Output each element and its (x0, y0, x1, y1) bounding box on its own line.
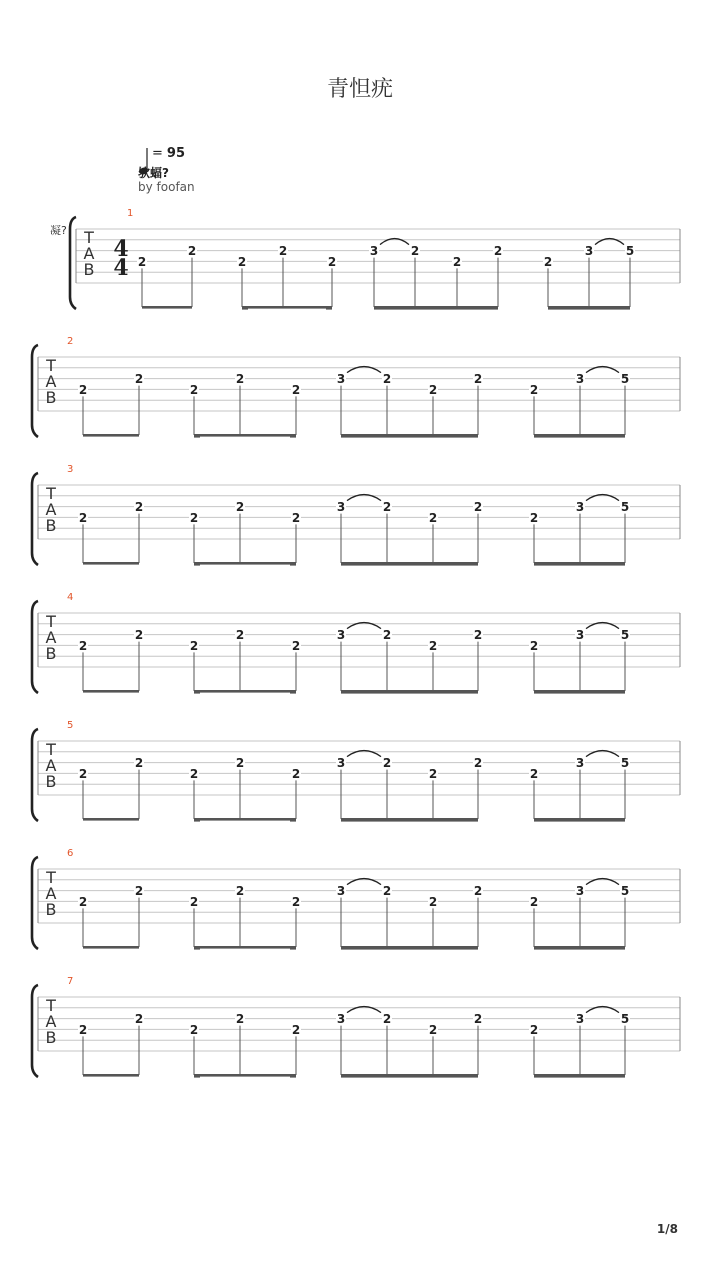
tab-clef-letter: B (83, 260, 95, 279)
beam-secondary (534, 1075, 625, 1078)
fret-number: 2 (473, 628, 483, 643)
beam-stub (194, 947, 200, 950)
fret-number: 3 (336, 500, 346, 515)
fret-number: 2 (78, 382, 88, 397)
tab-clef-letter: B (45, 772, 57, 791)
fret-number: 2 (78, 638, 88, 653)
fret-number: 2 (137, 254, 147, 269)
tab-clef-letter: T (46, 996, 56, 1015)
fret-number: 2 (78, 510, 88, 525)
fret-number: 2 (189, 510, 199, 525)
beam-secondary (341, 947, 478, 950)
beam-primary (83, 690, 139, 693)
fret-number: 2 (428, 638, 438, 653)
fret-number: 3 (336, 372, 346, 387)
system-bracket (32, 601, 38, 693)
beam-secondary (374, 307, 498, 310)
fret-number: 2 (291, 510, 301, 525)
tab-system (32, 336, 680, 438)
tab-clef-letter: A (45, 884, 57, 903)
beam-secondary (341, 435, 478, 438)
fret-number: 2 (278, 244, 288, 259)
beam-stub (194, 435, 200, 438)
fret-number: 2 (473, 756, 483, 771)
measure-number: 1 (127, 208, 134, 219)
fret-number: 2 (134, 756, 144, 771)
measure-number: 6 (67, 848, 74, 859)
tab-clef-letter: T (46, 356, 56, 375)
measure-number: 3 (67, 464, 74, 475)
fret-number: 2 (473, 1012, 483, 1027)
fret-number: 2 (473, 500, 483, 515)
fret-number: 2 (78, 1022, 88, 1037)
beam-primary (194, 690, 296, 693)
tab-clef-letter: T (84, 228, 94, 247)
fret-number: 2 (382, 500, 392, 515)
fret-number: 2 (493, 244, 503, 259)
beam-secondary (534, 691, 625, 694)
fret-number: 2 (189, 1022, 199, 1037)
beam-stub (242, 307, 248, 310)
measure-number: 5 (67, 720, 74, 731)
beam-primary (242, 306, 332, 309)
tab-clef-letter: A (83, 244, 95, 263)
fret-number: 5 (620, 756, 630, 771)
fret-number: 2 (529, 510, 539, 525)
fret-number: 5 (620, 628, 630, 643)
fret-number: 5 (620, 1012, 630, 1027)
track-name: 凝? (50, 224, 67, 237)
beam-stub (194, 563, 200, 566)
fret-number: 2 (529, 638, 539, 653)
measure-number: 4 (67, 592, 74, 603)
tempo-value: 95 (166, 146, 185, 161)
fret-number: 5 (625, 244, 635, 259)
fret-number: 2 (235, 500, 245, 515)
fret-number: 3 (369, 244, 379, 259)
beam-primary (142, 306, 192, 309)
fret-number: 3 (575, 1012, 585, 1027)
fret-number: 2 (473, 372, 483, 387)
beam-secondary (534, 563, 625, 566)
fret-number: 2 (529, 1022, 539, 1037)
fret-number: 3 (575, 628, 585, 643)
tempo-equals: = (152, 146, 163, 161)
fret-number: 2 (382, 756, 392, 771)
fret-number: 3 (584, 244, 594, 259)
tab-clef-letter: T (46, 484, 56, 503)
fret-number: 2 (237, 254, 247, 269)
tab-clef-letter: T (46, 612, 56, 631)
fret-number: 3 (336, 628, 346, 643)
fret-number: 2 (134, 372, 144, 387)
beam-primary (83, 946, 139, 949)
fret-number: 2 (235, 628, 245, 643)
fret-number: 3 (336, 756, 346, 771)
beam-primary (83, 818, 139, 821)
beam-stub (290, 947, 296, 950)
fret-number: 3 (336, 1012, 346, 1027)
beam-stub (194, 691, 200, 694)
beam-stub (194, 819, 200, 822)
tab-clef-letter: A (45, 628, 57, 647)
system-bracket (32, 345, 38, 437)
fret-number: 3 (575, 372, 585, 387)
fret-number: 2 (189, 638, 199, 653)
tab-system (32, 464, 680, 566)
tab-system (32, 976, 680, 1078)
tab-system (70, 208, 680, 310)
fret-number: 2 (235, 756, 245, 771)
page-number: 1/8 (656, 1222, 678, 1236)
fret-number: 3 (575, 884, 585, 899)
tab-clef-letter: B (45, 900, 57, 919)
beam-secondary (534, 819, 625, 822)
beam-stub (290, 435, 296, 438)
fret-number: 2 (428, 766, 438, 781)
fret-number: 2 (291, 382, 301, 397)
beam-primary (194, 562, 296, 565)
beam-primary (83, 1074, 139, 1077)
beam-secondary (341, 563, 478, 566)
fret-number: 2 (382, 372, 392, 387)
fret-number: 2 (134, 1012, 144, 1027)
system-bracket (32, 985, 38, 1077)
tab-clef-letter: T (46, 868, 56, 887)
tab-clef-letter: B (45, 1028, 57, 1047)
fret-number: 2 (428, 894, 438, 909)
fret-number: 2 (189, 894, 199, 909)
fret-number: 2 (291, 894, 301, 909)
tab-clef-letter: A (45, 1012, 57, 1031)
beam-secondary (341, 691, 478, 694)
page-title: 青怛疣 (326, 77, 393, 102)
fret-number: 3 (336, 884, 346, 899)
fret-number: 2 (428, 1022, 438, 1037)
tab-system (32, 592, 680, 694)
beam-primary (194, 1074, 296, 1077)
time-signature-top: 4 (113, 236, 129, 262)
beam-primary (83, 434, 139, 437)
beam-secondary (548, 307, 630, 310)
fret-number: 2 (78, 894, 88, 909)
time-signature-bottom: 4 (113, 255, 129, 281)
tab-clef-letter: A (45, 756, 57, 775)
fret-number: 2 (291, 638, 301, 653)
fret-number: 3 (575, 500, 585, 515)
beam-stub (194, 1075, 200, 1078)
fret-number: 2 (452, 254, 462, 269)
system-bracket (32, 473, 38, 565)
beam-stub (326, 307, 332, 310)
tab-clef-letter: B (45, 388, 57, 407)
fret-number: 2 (327, 254, 337, 269)
tempo-subtitle: 欤蝠? (138, 166, 169, 180)
fret-number: 2 (189, 766, 199, 781)
fret-number: 2 (134, 628, 144, 643)
system-bracket (32, 857, 38, 949)
fret-number: 2 (291, 766, 301, 781)
fret-number: 5 (620, 372, 630, 387)
fret-number: 5 (620, 500, 630, 515)
tab-clef-letter: B (45, 644, 57, 663)
beam-primary (194, 818, 296, 821)
beam-primary (83, 562, 139, 565)
beam-primary (194, 946, 296, 949)
beam-stub (290, 563, 296, 566)
author-credit: by foofan (138, 180, 195, 194)
beam-stub (290, 819, 296, 822)
tab-clef-letter: A (45, 500, 57, 519)
beam-stub (290, 1075, 296, 1078)
measure-number: 2 (67, 336, 74, 347)
fret-number: 2 (78, 766, 88, 781)
beam-secondary (341, 1075, 478, 1078)
fret-number: 2 (235, 372, 245, 387)
fret-number: 2 (382, 884, 392, 899)
beam-stub (290, 691, 296, 694)
fret-number: 2 (529, 894, 539, 909)
fret-number: 2 (235, 1012, 245, 1027)
tab-system (32, 720, 680, 822)
fret-number: 2 (189, 382, 199, 397)
fret-number: 2 (134, 500, 144, 515)
fret-number: 2 (291, 1022, 301, 1037)
fret-number: 2 (473, 884, 483, 899)
tab-clef-letter: T (46, 740, 56, 759)
fret-number: 2 (382, 628, 392, 643)
fret-number: 2 (543, 254, 553, 269)
system-bracket (70, 217, 76, 309)
fret-number: 3 (575, 756, 585, 771)
fret-number: 2 (410, 244, 420, 259)
beam-secondary (341, 819, 478, 822)
fret-number: 2 (382, 1012, 392, 1027)
fret-number: 2 (428, 382, 438, 397)
measure-number: 7 (67, 976, 74, 987)
fret-number: 2 (235, 884, 245, 899)
fret-number: 2 (187, 244, 197, 259)
fret-number: 2 (529, 382, 539, 397)
system-bracket (32, 729, 38, 821)
beam-secondary (534, 435, 625, 438)
fret-number: 2 (529, 766, 539, 781)
fret-number: 2 (428, 510, 438, 525)
tab-system (32, 848, 680, 950)
tab-clef-letter: A (45, 372, 57, 391)
fret-number: 2 (134, 884, 144, 899)
beam-secondary (534, 947, 625, 950)
tab-clef-letter: B (45, 516, 57, 535)
fret-number: 5 (620, 884, 630, 899)
beam-primary (194, 434, 296, 437)
